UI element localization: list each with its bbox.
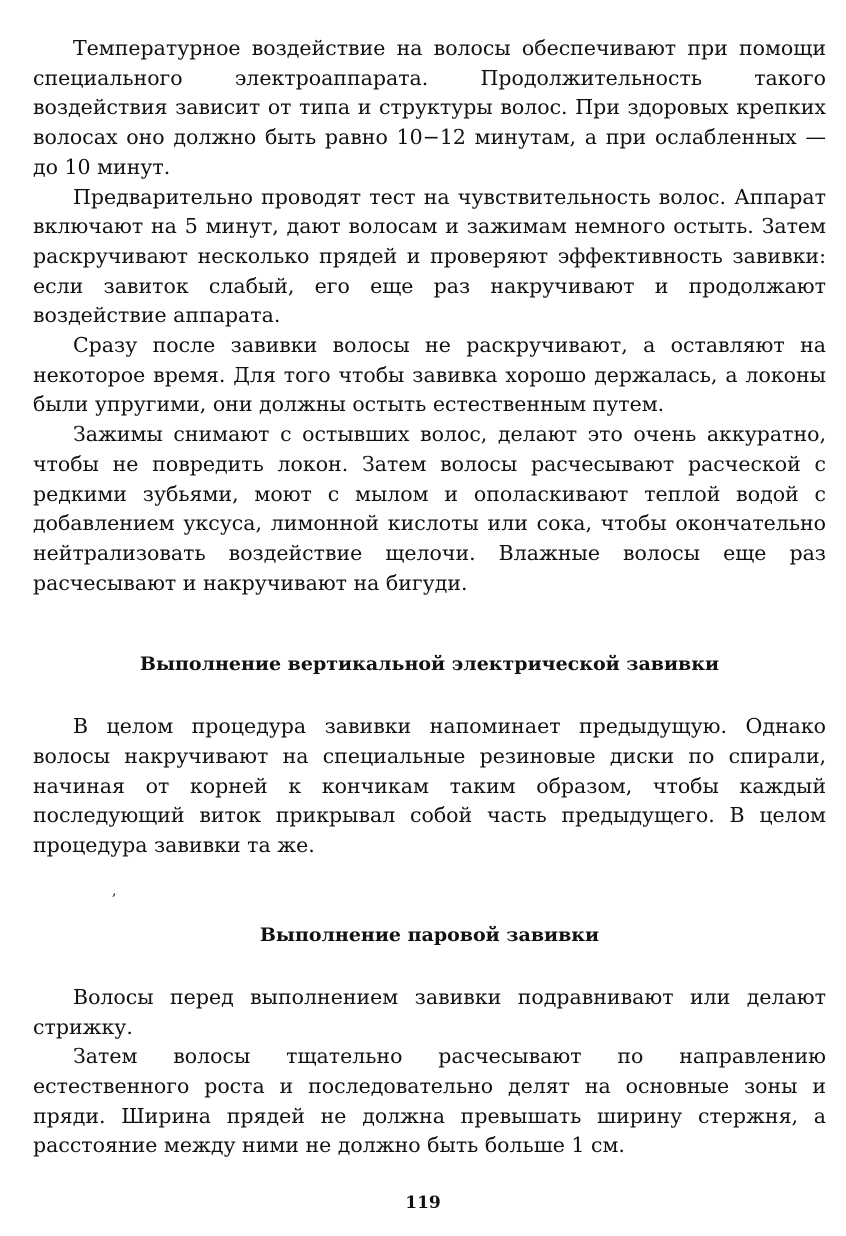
paragraph-removing-clamps: Зажимы снимают с остывших волос, делают это очень аккуратно, чтобы не повредить локон. Затем волосы расчесывают расческой с редкими зубьями, моют с мылом и ополаскивают теплой водой с добавлением уксуса, лимонной кислоты или сока, чтобы окончательно нейтрализовать воздействие щелочи. Влажные волосы еще раз расчесывают и накручивают на бигуди. xyxy=(33,422,826,595)
paragraph-steam-trim: Волосы перед выполнением завивки подравнивают или делают стрижку. xyxy=(33,984,826,1039)
paragraph-after-curling: Сразу после завивки волосы не раскручивают, а оставляют на некоторое время. Для того чтобы завивка хорошо держалась, а локоны были упругими, они должны остыть естественным путем. xyxy=(33,333,826,417)
paragraph-steam-combing: Затем волосы тщательно расчесывают по направлению естественного роста и последовательно делят на основные зоны и пряди. Ширина прядей не должна превышать ширину стержня, а расстояние между ними не должно быть больше 1 см. xyxy=(33,1044,826,1158)
page-number: 119 xyxy=(405,1193,441,1213)
heading-vertical-electric-perm: Выполнение вертикальной электрической завивки xyxy=(139,653,720,676)
heading-steam-perm: Выполнение паровой завивки xyxy=(259,923,600,946)
stray-mark: , xyxy=(112,883,117,899)
paragraph-vertical-procedure: В целом процедура завивки напоминает предыдущую. Однако волосы накручивают на специальные резиновые диски по спирали, начиная от корней к кончикам таким образом, чтобы каждый последующий виток прикрывал собой часть предыдущего. В целом процедура завивки та же. xyxy=(33,714,826,858)
paragraph-temperature: Температурное воздействие на волосы обеспечивают при помощи специального электроаппарата. Продолжительность такого воздействия зависит от типа и структуры волос. При здоровых крепких волосах оно должно быть равно 10−12 минутам, а при ослабленных — до 10 минут. xyxy=(33,36,826,179)
paragraph-sensitivity-test: Предварительно проводят тест на чувствительность волос. Аппарат включают на 5 минут, дают волосам и зажимам немного остыть. Затем раскручивают несколько прядей и проверяют эффективность завивки: если завиток слабый, его еще раз накручивают и продолжают воздействие аппарата. xyxy=(33,184,826,328)
page-body xyxy=(33,34,826,1161)
